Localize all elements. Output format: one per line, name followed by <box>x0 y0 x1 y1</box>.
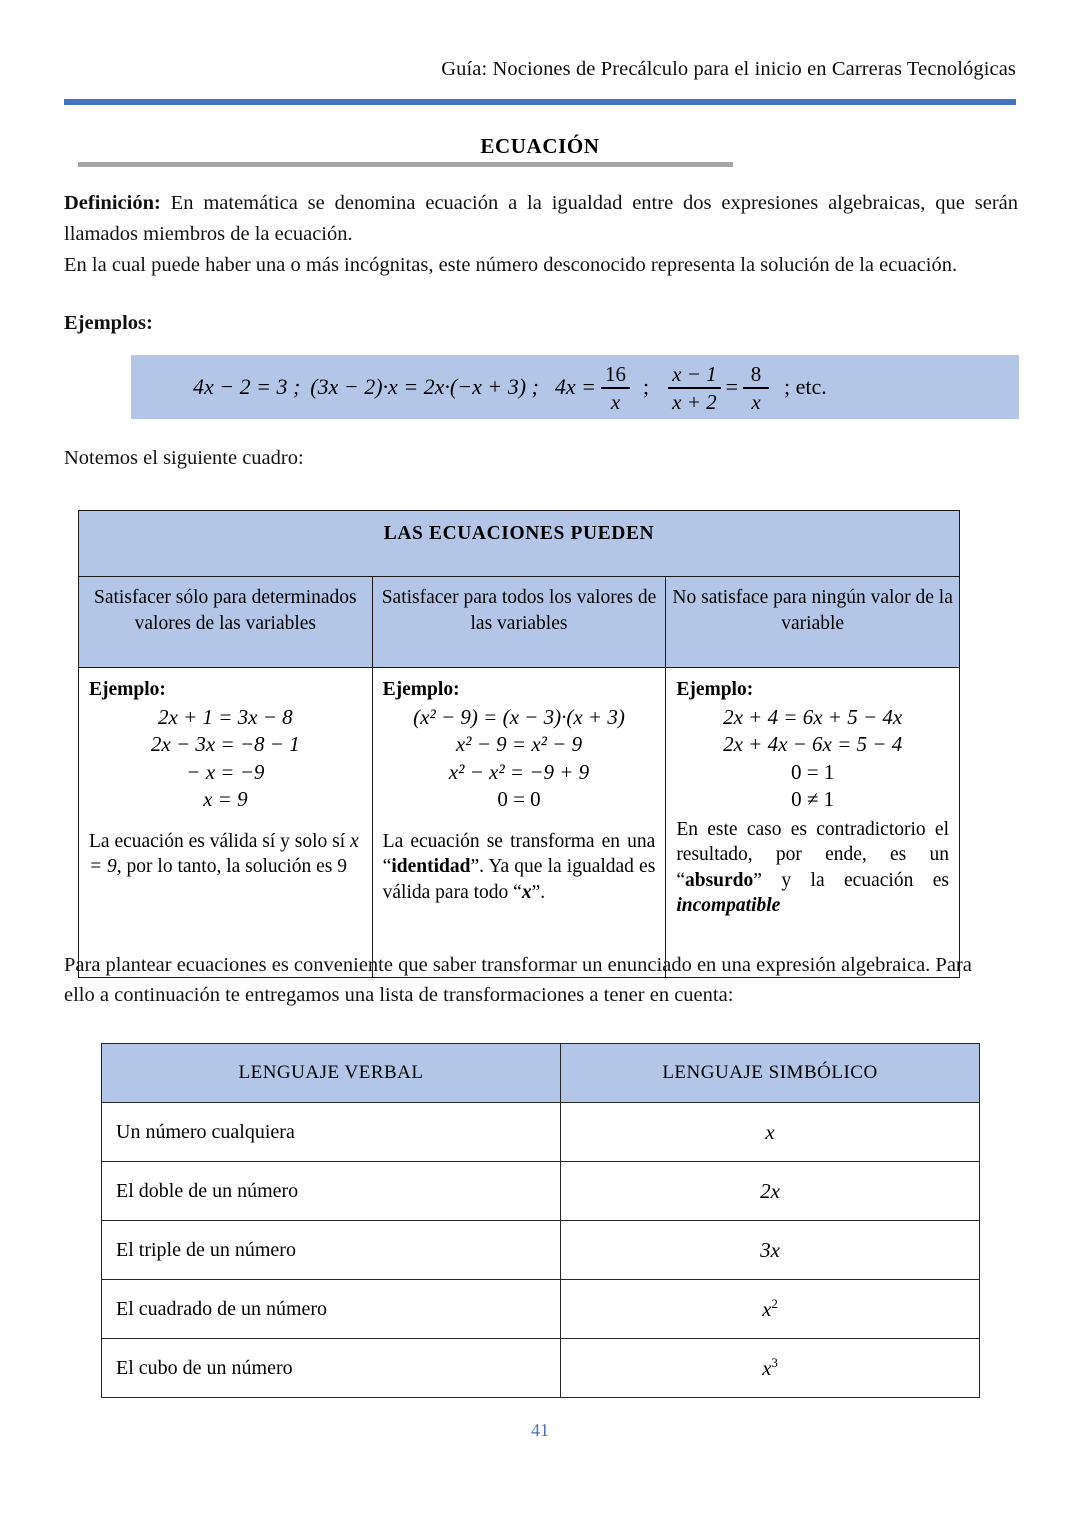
table-row <box>102 1339 980 1398</box>
section-title: ECUACIÓN <box>480 134 600 158</box>
equation-3: 4x = $\frac{16}{x}$ ; <box>554 362 650 414</box>
examples-label-wrap <box>64 308 1018 339</box>
examples-label: Ejemplos: <box>64 312 153 334</box>
page-number: 41 <box>531 1420 549 1440</box>
example-label-1: Ejemplo: <box>89 679 166 700</box>
verbal-symbolic-table <box>101 1043 980 1398</box>
table2-cell-symbol: 3x <box>561 1221 980 1280</box>
fraction-bar <box>668 387 721 389</box>
definition-text-2: En la cual puede haber una o más incógnitas, este número desconocido representa la solución de la ecuación. <box>64 254 958 276</box>
equation-step: x² − 9 = x² − 9 <box>455 732 583 756</box>
equation-steps-1 <box>89 705 362 813</box>
table1-body-col1 <box>79 668 373 978</box>
example-comment-1: La ecuación es válida sí y solo sí x = 9, por lo tanto, la solución es 9 <box>89 830 359 877</box>
table-row <box>102 1103 980 1162</box>
example-comment-2: La ecuación se transforma en una “identidad”. Ya que la igualdad es válida para todo “x”. <box>382 830 656 903</box>
plantear-text: Para plantear ecuaciones es conveniente que saber transformar un enunciado en una expresión algebraica. Para ello a continuación te entregamos una lista de transformaciones a tener en cuenta: <box>64 954 972 1006</box>
example-label-2: Ejemplo: <box>382 679 460 700</box>
table-row <box>102 1280 980 1339</box>
table-row-headers <box>102 1044 980 1103</box>
table2-cell-symbol: $x^2$ <box>561 1280 980 1339</box>
table-row <box>102 1221 980 1280</box>
fraction-x-minus-1-over-x-plus-2: $\frac{x - 1}{x + 2}$ <box>668 363 721 413</box>
example-label-3: Ejemplo: <box>676 679 754 700</box>
table2-cell-verbal: Un número cualquiera <box>102 1103 561 1162</box>
definition-label: Definición: <box>64 192 161 214</box>
equation-step: 0 = 1 <box>790 759 835 784</box>
table1-header-col3: No satisface para ningún valor de la variable <box>666 577 960 668</box>
example-comment-3: En este caso es contradictorio el resultado, por ende, es un “absurdo” y la ecuación es incompatible <box>676 818 949 916</box>
equation-step: 2x + 1 = 3x − 8 <box>158 704 293 729</box>
definition-text-1: En matemática se denomina ecuación a la igualdad entre dos expresiones algebraicas, que serán llamados miembros de la ecuación. <box>64 192 1018 245</box>
table1-body-col3 <box>666 668 960 978</box>
fraction-16-over-x: $\frac{16}{x}$ <box>601 363 630 413</box>
table2-cell-verbal: El triple de un número <box>102 1221 561 1280</box>
equation-step: x² − x² = −9 + 9 <box>448 759 590 784</box>
fraction-bar <box>601 387 630 389</box>
table-row-body <box>79 668 960 978</box>
equation-examples-strip <box>131 355 1019 419</box>
equation-steps-2 <box>383 705 656 813</box>
fraction-bar <box>743 387 769 389</box>
table-row-title <box>79 511 960 577</box>
fraction-8-over-x: $\frac{8}{x}$ <box>743 363 769 413</box>
equation-step: 2x − 3x = −8 − 1 <box>150 732 300 756</box>
page-header-title: Guía: Nociones de Precálculo para el inicio en Carreras Tecnológicas <box>441 58 1016 80</box>
equation-step: 0 ≠ 1 <box>791 787 835 811</box>
equation-step: − x = −9 <box>186 759 265 784</box>
table2-header-verbal: LENGUAJE VERBAL <box>102 1044 561 1103</box>
plantear-paragraph <box>64 950 1004 1010</box>
table1-title-cell: LAS ECUACIONES PUEDEN <box>79 511 960 577</box>
notemos-paragraph <box>64 443 1018 474</box>
definition-paragraph <box>64 188 1018 250</box>
table-row-headers <box>79 577 960 668</box>
table1-body-col2 <box>372 668 666 978</box>
equation-step: (x² − 9) = (x − 3)·(x + 3) <box>413 704 625 729</box>
equation-1: 4x − 2 = 3 ; <box>193 374 301 399</box>
header-divider-rule <box>64 99 1016 105</box>
table2-cell-verbal: El cubo de un número <box>102 1339 561 1398</box>
equation-step: x = 9 <box>203 787 248 811</box>
equation-step: 2x + 4 = 6x + 5 − 4x <box>723 704 903 729</box>
table2-cell-verbal: El cuadrado de un número <box>102 1280 561 1339</box>
table1-header-col1: Satisfacer sólo para determinados valores de las variables <box>79 577 373 668</box>
section-title-rule <box>78 162 733 167</box>
equation-steps-3 <box>676 705 949 813</box>
table2-cell-symbol: 2x <box>561 1162 980 1221</box>
table-row <box>102 1162 980 1221</box>
equation-step: 2x + 4x − 6x = 5 − 4 <box>723 732 903 756</box>
table2-cell-symbol: $x^3$ <box>561 1339 980 1398</box>
equation-step: 0 = 0 <box>497 787 541 811</box>
table2-cell-symbol: x <box>561 1103 980 1162</box>
notemos-text: Notemos el siguiente cuadro: <box>64 447 304 469</box>
table2-header-symbolic: LENGUAJE SIMBÓLICO <box>561 1044 980 1103</box>
equation-2: (3x − 2)·x = 2x·(−x + 3) ; <box>310 374 539 399</box>
table1-header-col2: Satisfacer para todos los valores de las variables <box>372 577 666 668</box>
equation-4: $\frac{x - 1}{x + 2}$ = $\frac{8}{x}$ ; etc. <box>663 362 827 412</box>
equations-classification-table <box>78 510 960 978</box>
definition-paragraph-2 <box>64 250 1018 281</box>
table2-cell-verbal: El doble de un número <box>102 1162 561 1221</box>
